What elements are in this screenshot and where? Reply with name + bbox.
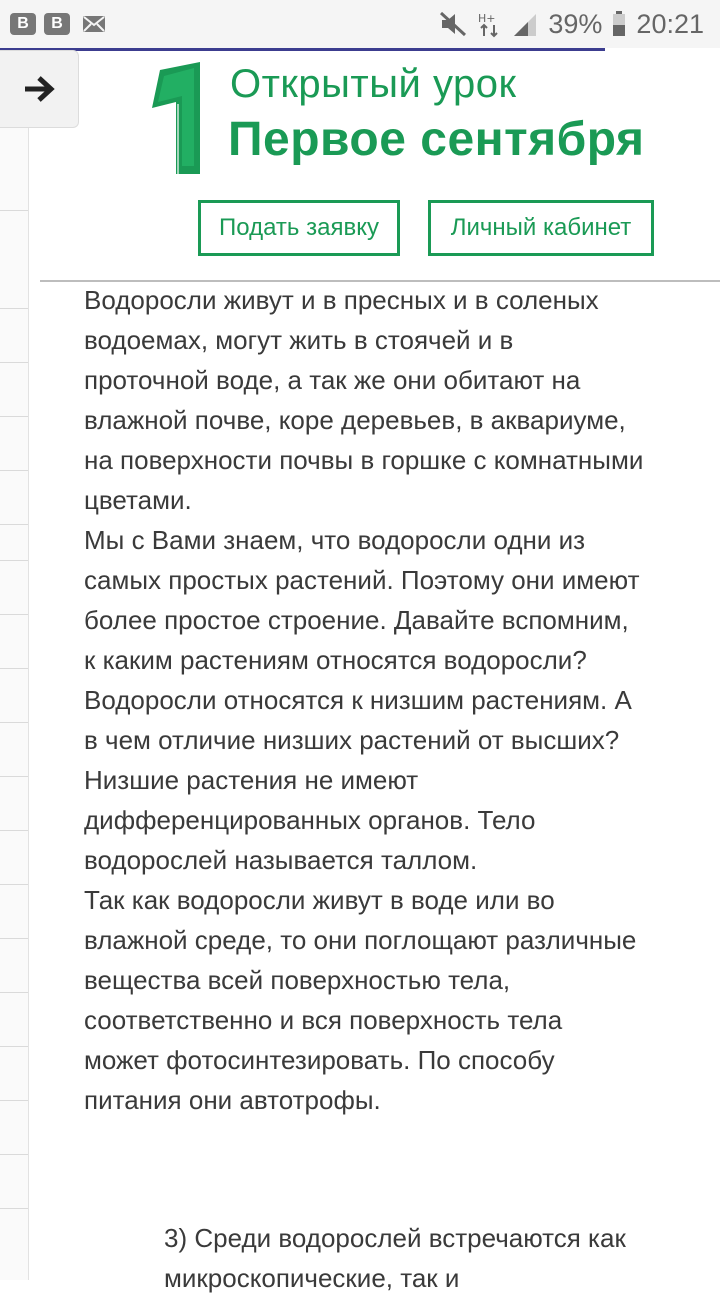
mute-icon	[438, 10, 468, 38]
battery-percent: 39%	[548, 8, 603, 39]
article-paragraph: Водоросли живут и в пресных и в соленых водоемах, могут жить в стоячей и в проточной воде, а так же они обитают на влажной почве, коре деревьев, в аквариуме, на поверхности почвы в горшке с комнатными цветами.	[84, 285, 644, 515]
site-title-line2: Первое сентября	[228, 113, 645, 166]
first-september-logo	[150, 62, 210, 174]
article-paragraph: Так как водоросли живут в воде или во влажной среде, то они поглощают различные вещества всей поверхностью тела, соответственно и вся поверхность тела может фотосинтезировать. По способу питания они автотрофы.	[84, 885, 637, 1115]
site-title-line1: Открытый урок	[230, 62, 517, 106]
data-arrows-icon	[478, 10, 502, 38]
battery-icon	[612, 11, 626, 37]
side-panel[interactable]	[0, 52, 29, 1280]
article-text	[84, 280, 644, 1120]
article-paragraph: Водоросли относятся к низшим растениям. А в чем отличие низших растений от высших?	[84, 685, 632, 755]
list-item: 3) Среди водорослей встречаются как микроскопические, так и	[164, 1223, 626, 1293]
vk-icon: B	[10, 13, 36, 35]
status-bar	[0, 0, 720, 48]
article-paragraph: Мы с Вами знаем, что водоросли одни из самых простых растений. Поэтому они имеют более простое строение. Давайте вспомним, к каким растениям относятся водоросли?	[84, 525, 640, 675]
svg-text:H+: H+	[478, 12, 496, 25]
expand-panel-button[interactable]	[0, 50, 79, 128]
personal-cabinet-button[interactable]: Личный кабинет	[428, 200, 654, 256]
status-bar-underline	[0, 48, 605, 51]
mail-icon	[82, 15, 106, 33]
clock: 20:21	[636, 8, 704, 39]
article-paragraph: Низшие растения не имеют дифференцированных органов. Тело водорослей называется таллом.	[84, 765, 536, 875]
status-indicators	[438, 0, 704, 48]
arrow-right-icon	[22, 74, 56, 104]
apply-button[interactable]: Подать заявку	[198, 200, 400, 256]
vk-icon-2: B	[44, 13, 70, 35]
signal-icon	[512, 10, 538, 38]
